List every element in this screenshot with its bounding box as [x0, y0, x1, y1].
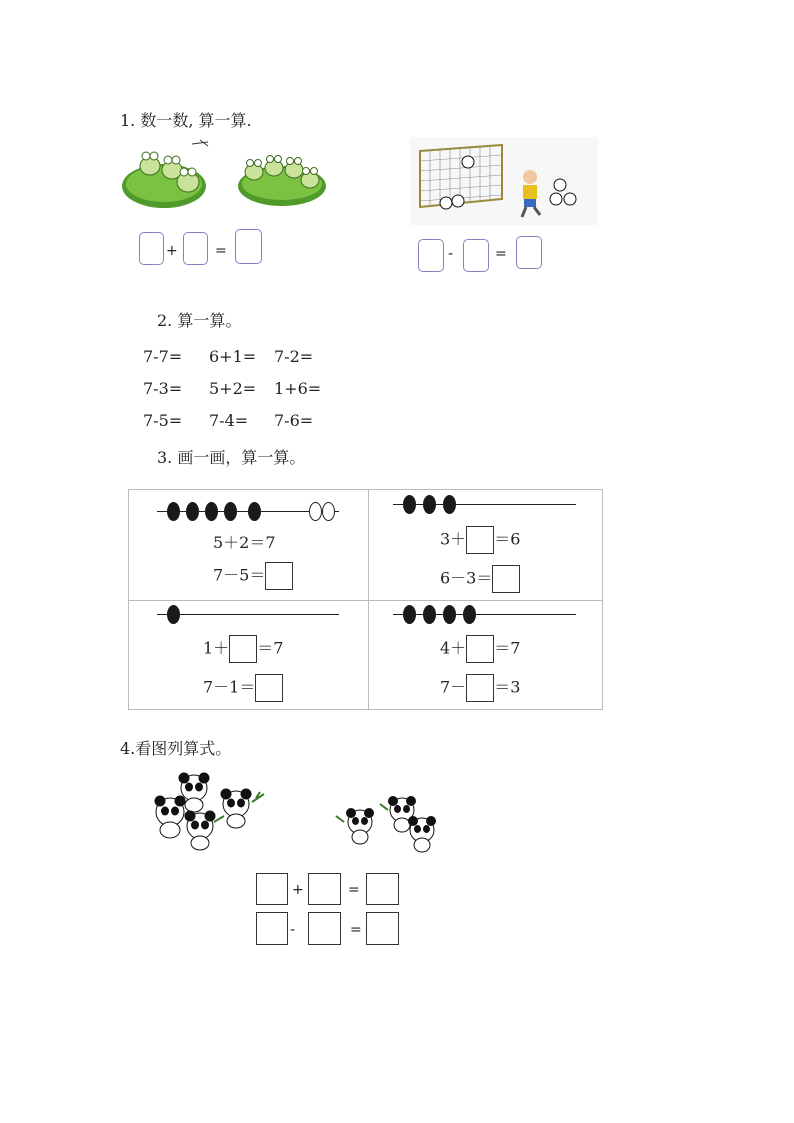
q2-r2-c2: 5+2=: [209, 379, 257, 398]
q1-right-box-2[interactable]: [463, 239, 489, 272]
answer-box[interactable]: [492, 565, 520, 593]
black-bead: [186, 502, 199, 521]
abacus-rod-2: [393, 504, 576, 505]
black-bead: [224, 502, 237, 521]
black-bead: [423, 495, 436, 514]
soccer-goal-image: [410, 137, 598, 225]
q2-r1-c2: 6+1=: [209, 347, 257, 366]
q2-r3-c3: 7-6=: [274, 411, 314, 430]
q4-row1-box-2[interactable]: [308, 873, 341, 905]
q4-row1-box-1[interactable]: [256, 873, 288, 905]
q2-r2-c3: 1+6=: [274, 379, 322, 398]
black-bead: [443, 605, 456, 624]
black-bead: [167, 502, 180, 521]
q2-r2-c1: 7-3=: [143, 379, 183, 398]
answer-box[interactable]: [466, 674, 494, 702]
cell4-eq2: [440, 674, 520, 702]
answer-box[interactable]: [466, 526, 494, 554]
q1-left-box-1[interactable]: [139, 232, 164, 265]
cell4-eq1-pre: 4＋: [440, 638, 467, 658]
q4-title: 4.看图列算式。: [120, 739, 232, 758]
q2-r3-c2: 7-4=: [209, 411, 249, 430]
q4-row1-box-3[interactable]: [366, 873, 399, 905]
cell1-eq2-text: 7－5＝: [213, 565, 266, 585]
q1-right-equals: =: [495, 246, 507, 262]
abacus-rod-4: [393, 614, 576, 615]
q1-left-box-2[interactable]: [183, 232, 208, 265]
cell3-eq2: [203, 674, 283, 702]
q1-right-box-3[interactable]: [516, 236, 542, 269]
black-bead: [403, 495, 416, 514]
cell3-eq2-text: 7－1＝: [203, 677, 256, 697]
cell2-eq2: [440, 565, 520, 593]
cell2-eq2-text: 6－3＝: [440, 568, 493, 588]
q1-left-equals: =: [215, 243, 227, 259]
q3-title: 3. 画一画，算一算。: [157, 448, 306, 467]
q1-left-plus: +: [166, 243, 178, 259]
frogs-on-leaves-image: [122, 136, 332, 216]
black-bead: [463, 605, 476, 624]
black-bead: [248, 502, 261, 521]
cell1-eq1: 5＋2＝7: [213, 533, 276, 552]
q4-row2-box-2[interactable]: [308, 912, 341, 945]
q2-r1-c3: 7-2=: [274, 347, 314, 366]
answer-box[interactable]: [466, 635, 494, 663]
q3-grid: [128, 489, 603, 710]
cell4-eq1: [440, 635, 520, 663]
answer-box[interactable]: [255, 674, 283, 702]
abacus-rod-3: [157, 614, 339, 615]
white-bead: [322, 502, 335, 521]
black-bead: [167, 605, 180, 624]
cell4-eq2-pre: 7－: [440, 677, 467, 697]
q4-row1-plus: +: [292, 882, 304, 898]
q1-title: 1. 数一数, 算一算.: [120, 111, 252, 130]
q4-row1-equals: =: [348, 882, 360, 898]
q1-left-box-3[interactable]: [235, 229, 262, 264]
cell3-eq1-post: ＝7: [257, 638, 284, 658]
q4-row2-equals: =: [350, 922, 362, 938]
q4-row2-box-3[interactable]: [366, 912, 399, 945]
grid-divider-h: [129, 600, 602, 601]
q2-r3-c1: 7-5=: [143, 411, 183, 430]
cell2-eq1-post: ＝6: [494, 529, 521, 549]
cell2-eq1-pre: 3＋: [440, 529, 467, 549]
q4-row2-box-1[interactable]: [256, 912, 288, 945]
black-bead: [423, 605, 436, 624]
q2-title: 2. 算一算。: [157, 311, 242, 330]
cell4-eq1-post: ＝7: [494, 638, 521, 658]
q1-right-box-1[interactable]: [418, 239, 444, 272]
cell2-eq1: [440, 526, 520, 554]
cell1-eq2: [213, 562, 293, 590]
cell3-eq1-pre: 1＋: [203, 638, 230, 658]
black-bead: [205, 502, 218, 521]
answer-box[interactable]: [265, 562, 293, 590]
black-bead: [443, 495, 456, 514]
q4-row2-minus: -: [290, 922, 296, 938]
cell4-eq2-post: ＝3: [494, 677, 521, 697]
pandas-group-right-image: [332, 792, 447, 856]
pandas-group-left-image: [148, 772, 268, 858]
white-bead: [309, 502, 322, 521]
q1-right-minus: -: [448, 246, 454, 262]
cell3-eq1: [203, 635, 283, 663]
answer-box[interactable]: [229, 635, 257, 663]
black-bead: [403, 605, 416, 624]
q2-r1-c1: 7-7=: [143, 347, 183, 366]
